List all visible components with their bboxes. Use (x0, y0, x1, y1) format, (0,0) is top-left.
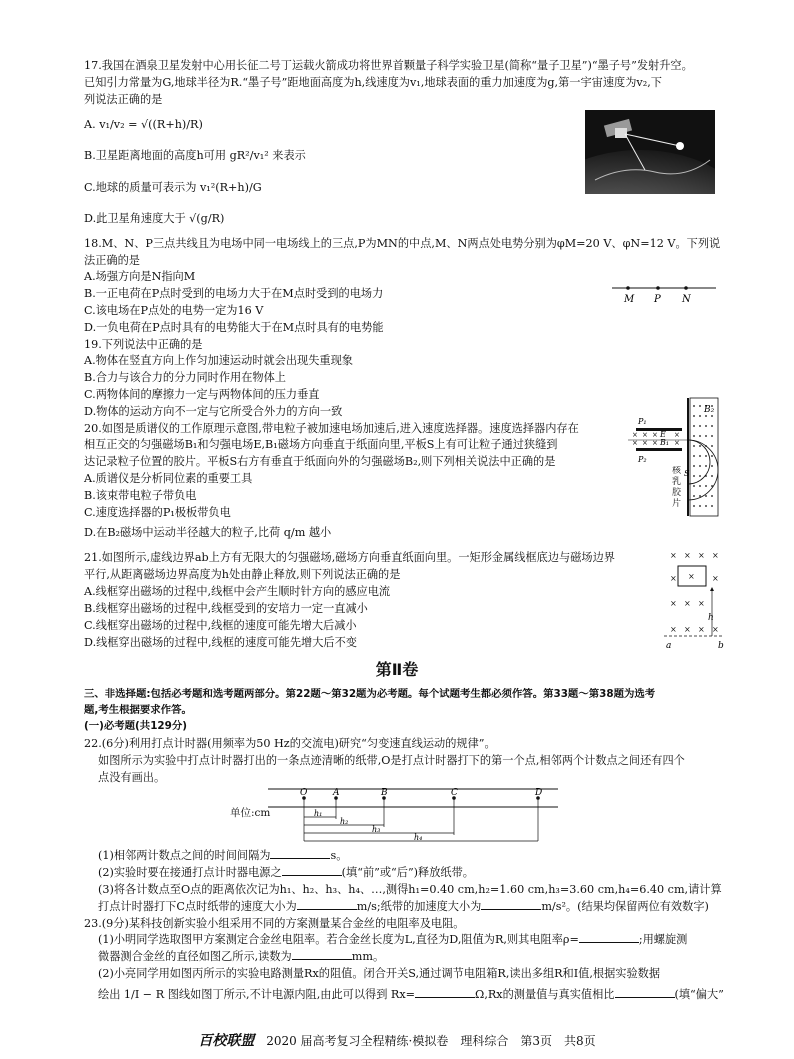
page-footer (0, 1030, 794, 1050)
q17-stem-line1: 17.我国在酒泉卫星发射中心用长征二号丁运载火箭成功将世界首颗量子科学实验卫星(简称“量子卫星”)“墨子号”发射升空。 (84, 59, 693, 72)
q23-answer-blank-1[interactable] (579, 932, 639, 943)
q21-stem-line2: 平行,从距离磁场边界高度为h处由静止释放,则下列说法正确的是 (84, 568, 401, 581)
q23-answer-blank-3[interactable] (415, 987, 475, 998)
h2-label: h₂ (340, 817, 349, 826)
svg-text:×: × (698, 599, 705, 608)
q20-option-d: D.在B₂磁场中运动半径越大的粒子,比荷 q/m 越小 (84, 526, 332, 539)
h3-label: h₃ (372, 825, 381, 834)
q23-answer-blank-2[interactable] (292, 949, 352, 960)
q20-option-a: A.质谱仪是分析同位素的重要工具 (84, 472, 253, 485)
point-o-label: O (300, 788, 308, 798)
q20-stem-line3: 达记录粒子位置的胶片。平板S右方有垂直于纸面向外的匀强磁场B₂,则下列相关说法中正确的是 (84, 455, 556, 468)
q22-answer-blank-4[interactable] (481, 899, 541, 910)
q22-sub3-cont (98, 899, 709, 914)
svg-text:×: × (684, 551, 691, 560)
svg-text:×: × (632, 439, 638, 447)
svg-text:×: × (684, 599, 691, 608)
svg-text:×: × (642, 431, 648, 439)
svg-text:×: × (688, 572, 695, 581)
satellite-photo (585, 110, 715, 194)
svg-text:×: × (712, 551, 719, 560)
section-2-intro-line2: 题,考生根据要求作答。 (84, 704, 192, 716)
required-section-heading: (一)必考题(共129分) (84, 720, 188, 732)
q22-sub1-unit: s。 (330, 849, 348, 862)
q23-sub2-mid: Ω,Rx的测量值与真实值相比 (475, 988, 615, 1001)
q19-option-d: D.物体的运动方向不一定与它所受合外力的方向一致 (84, 405, 343, 418)
q23-sub1 (98, 932, 687, 947)
q18-stem-line1: 18.M、N、P三点共线且为电场中同一电场线上的三点,P为MN的中点,M、N两点处电势分别为φM=20 V、φN=12 V。下列说 (84, 237, 721, 250)
s-label: S (684, 469, 690, 478)
tape-unit-label: 单位:cm (230, 807, 271, 819)
point-d-label: D (535, 788, 543, 798)
boundary-a-label: a (666, 641, 672, 651)
q20-stem-line1: 20.如图是质谱仪的工作原理示意图,带电粒子被加速电场加速后,进入速度选择器。速度选择器内存在 (84, 422, 579, 435)
q21-option-d: D.线框穿出磁场的过程中,线框的速度可能先增大后不变 (84, 636, 357, 649)
q22-sub3-tail: m/s²。(结果均保留两位有效数字) (541, 900, 709, 913)
section-2-title: 第Ⅱ卷 (375, 660, 419, 679)
svg-text:×: × (712, 625, 719, 634)
q18-field-line-figure (612, 280, 718, 306)
q20-stem-line2: 相互正交的匀强磁场B₁和匀强电场E,B₁磁场方向垂直于纸面向里,平板S上有可让粒子通过狭缝到 (84, 438, 558, 451)
q22-sub3-mid: m/s;纸带的加速度大小为 (356, 900, 482, 913)
q22-sub2-text: (2)实验时要在接通打点计时器电源之 (98, 866, 282, 879)
q17-stem-line2: 已知引力常量为G,地球半径为R.“墨子号”距地面高度为h,线速度为v₁,地球表面的重力加速度为g,第一宇宙速度为v₂,下 (84, 76, 662, 89)
point-n-label: N (682, 294, 691, 305)
q22-sub1 (98, 848, 347, 863)
q23-sub1-cont (98, 949, 384, 964)
p1-label: P₁ (638, 417, 647, 426)
q22-sub3-text: 打点计时器打下C点时纸带的速度大小为 (98, 900, 297, 913)
h1-label: h₁ (314, 809, 323, 818)
q17-option-a: A. v₁/v₂ = √((R+h)/R) (84, 118, 203, 131)
svg-text:×: × (652, 431, 658, 439)
q23-sub1-text: (1)小明同学选取图甲方案测定合金丝电阻率。若合金丝长度为L,直径为D,阻值为R,则其电阻率ρ= (98, 933, 579, 946)
film-label: 核乳胶片 (672, 466, 682, 509)
q17-stem-line3: 列说法正确的是 (84, 93, 163, 106)
q21-option-a: A.线框穿出磁场的过程中,线框中会产生顺时针方向的感应电流 (84, 585, 391, 598)
q23-sub2-cont (98, 987, 724, 1002)
point-m-label: M (624, 294, 635, 305)
q18-option-d: D.一负电荷在P点时具有的电势能大于在M点时具有的电势能 (84, 321, 384, 334)
q23-sub1-reading-text: 微器测合金丝的直径如图乙所示,读数为 (98, 950, 292, 963)
boundary-b-label: b (718, 641, 724, 651)
q19-option-b: B.合力与该合力的分力同时作用在物体上 (84, 371, 286, 384)
e-label: E (660, 430, 666, 439)
point-c-label: C (451, 788, 458, 798)
q17-option-b: B.卫星距离地面的高度h可用 gR²/v₁² 来表示 (84, 149, 306, 162)
b2-label: B₂ (704, 405, 715, 415)
q19-option-a: A.物体在竖直方向上作匀加速运动时就会出现失重现象 (84, 354, 353, 367)
q23-sub2: (2)小亮同学用如图丙所示的实验电路测量Rx的阻值。闭合开关S,通过调节电阻箱R,读出多组R和I值,根据实验数据 (98, 967, 661, 980)
q23-sub2-tail: (填“偏大” (674, 988, 724, 1001)
svg-text:×: × (670, 599, 677, 608)
svg-text:×: × (712, 574, 719, 583)
q23-stem: 23.(9分)某科技创新实验小组采用不同的方案测量某合金丝的电阻率及电阻。 (84, 917, 465, 930)
q22-sub1-text: (1)相邻两计数点之间的时间间隔为 (98, 849, 271, 862)
q22-stem-line2: 如图所示为实验中打点计时器打出的一条点迹清晰的纸带,O是打点计时器打下的第一个点,相邻两个计数点之间还有四个 (98, 754, 685, 767)
svg-text:×: × (684, 625, 691, 634)
svg-text:×: × (670, 625, 677, 634)
q23-answer-blank-4[interactable] (615, 987, 675, 998)
q21-stem-line1: 21.如图所示,虚线边界ab上方有无限大的匀强磁场,磁场方向垂直纸面向里。一矩形金属线框底边与磁场边界 (84, 551, 615, 564)
q22-answer-blank-1[interactable] (270, 848, 330, 859)
svg-text:×: × (670, 551, 677, 560)
q20-option-c: C.速度选择器的P₁极板带负电 (84, 506, 231, 519)
footer-text: 2020 届高考复习全程精练·模拟卷 理科综合 第3页 共8页 (266, 1034, 596, 1048)
ticker-tape-figure (268, 785, 560, 843)
b1-label: B₁ (660, 438, 670, 447)
q17-option-d: D.此卫星角速度大于 √(g/R) (84, 212, 225, 225)
q21-option-b: B.线框穿出磁场的过程中,线框受到的安培力一定一直减小 (84, 602, 368, 615)
q22-answer-blank-3[interactable] (297, 899, 357, 910)
point-a-label: A (333, 788, 340, 798)
q18-option-c: C.该电场在P点处的电势一定为16 V (84, 304, 264, 317)
q19-stem: 19.下列说法中正确的是 (84, 338, 203, 351)
q17-option-c: C.地球的质量可表示为 v₁²(R+h)/G (84, 181, 262, 194)
svg-text:×: × (674, 431, 680, 439)
q22-stem-line3: 点没有画出。 (98, 771, 166, 784)
q23-sub1-mid: ;用螺旋测 (638, 933, 688, 946)
point-p-label: P (654, 294, 661, 305)
h4-label: h₄ (414, 833, 423, 842)
q20-option-b: B.该束带电粒子带负电 (84, 489, 197, 502)
q22-stem-line1: 22.(6分)利用打点计时器(用频率为50 Hz的交流电)研究“匀变速直线运动的规律”。 (84, 737, 496, 750)
q22-sub2-hint: (填“前”或“后”)释放纸带。 (341, 866, 474, 879)
q22-sub3: (3)将各计数点至O点的距离依次记为h₁、h₂、h₃、h₄、…,测得h₁=0.40 cm,h₂=1.60 cm,h₃=3.60 cm,h₄=6.40 cm,请计算 (98, 883, 722, 896)
q18-option-a: A.场强方向是N指向M (84, 270, 196, 283)
section-2-intro-line1: 三、非选择题:包括必考题和选考题两部分。第22题～第32题为必考题。每个试题考生都必须作答。第33题～第38题为选考 (84, 688, 656, 700)
q18-stem-line2: 法正确的是 (84, 254, 140, 267)
q23-sub2-text: 绘出 1/I − R 图线如图丁所示,不计电源内阻,由此可以得到 Rx= (98, 988, 416, 1001)
svg-text:×: × (652, 439, 658, 447)
brand-logo: 百校联盟 (198, 1033, 255, 1049)
q23-sub1-unit: mm。 (351, 950, 385, 963)
mass-spectrometer-figure (628, 396, 720, 518)
svg-text:×: × (698, 551, 705, 560)
q22-answer-blank-2[interactable] (282, 865, 342, 876)
point-b-label: B (381, 788, 388, 798)
q22-sub2 (98, 865, 474, 880)
p2-label: P₂ (638, 455, 647, 464)
svg-text:×: × (670, 574, 677, 583)
q18-option-b: B.一正电荷在P点时受到的电场力大于在M点时受到的电场力 (84, 287, 384, 300)
svg-text:×: × (642, 439, 648, 447)
svg-text:×: × (674, 439, 680, 447)
q21-option-c: C.线框穿出磁场的过程中,线框的速度可能先增大后减小 (84, 619, 357, 632)
q19-option-c: C.两物体间的摩擦力一定与两物体间的压力垂直 (84, 388, 320, 401)
svg-text:×: × (698, 625, 705, 634)
h-label: h (708, 613, 714, 623)
svg-text:×: × (632, 431, 638, 439)
q21-magnetic-field-figure (662, 548, 726, 652)
